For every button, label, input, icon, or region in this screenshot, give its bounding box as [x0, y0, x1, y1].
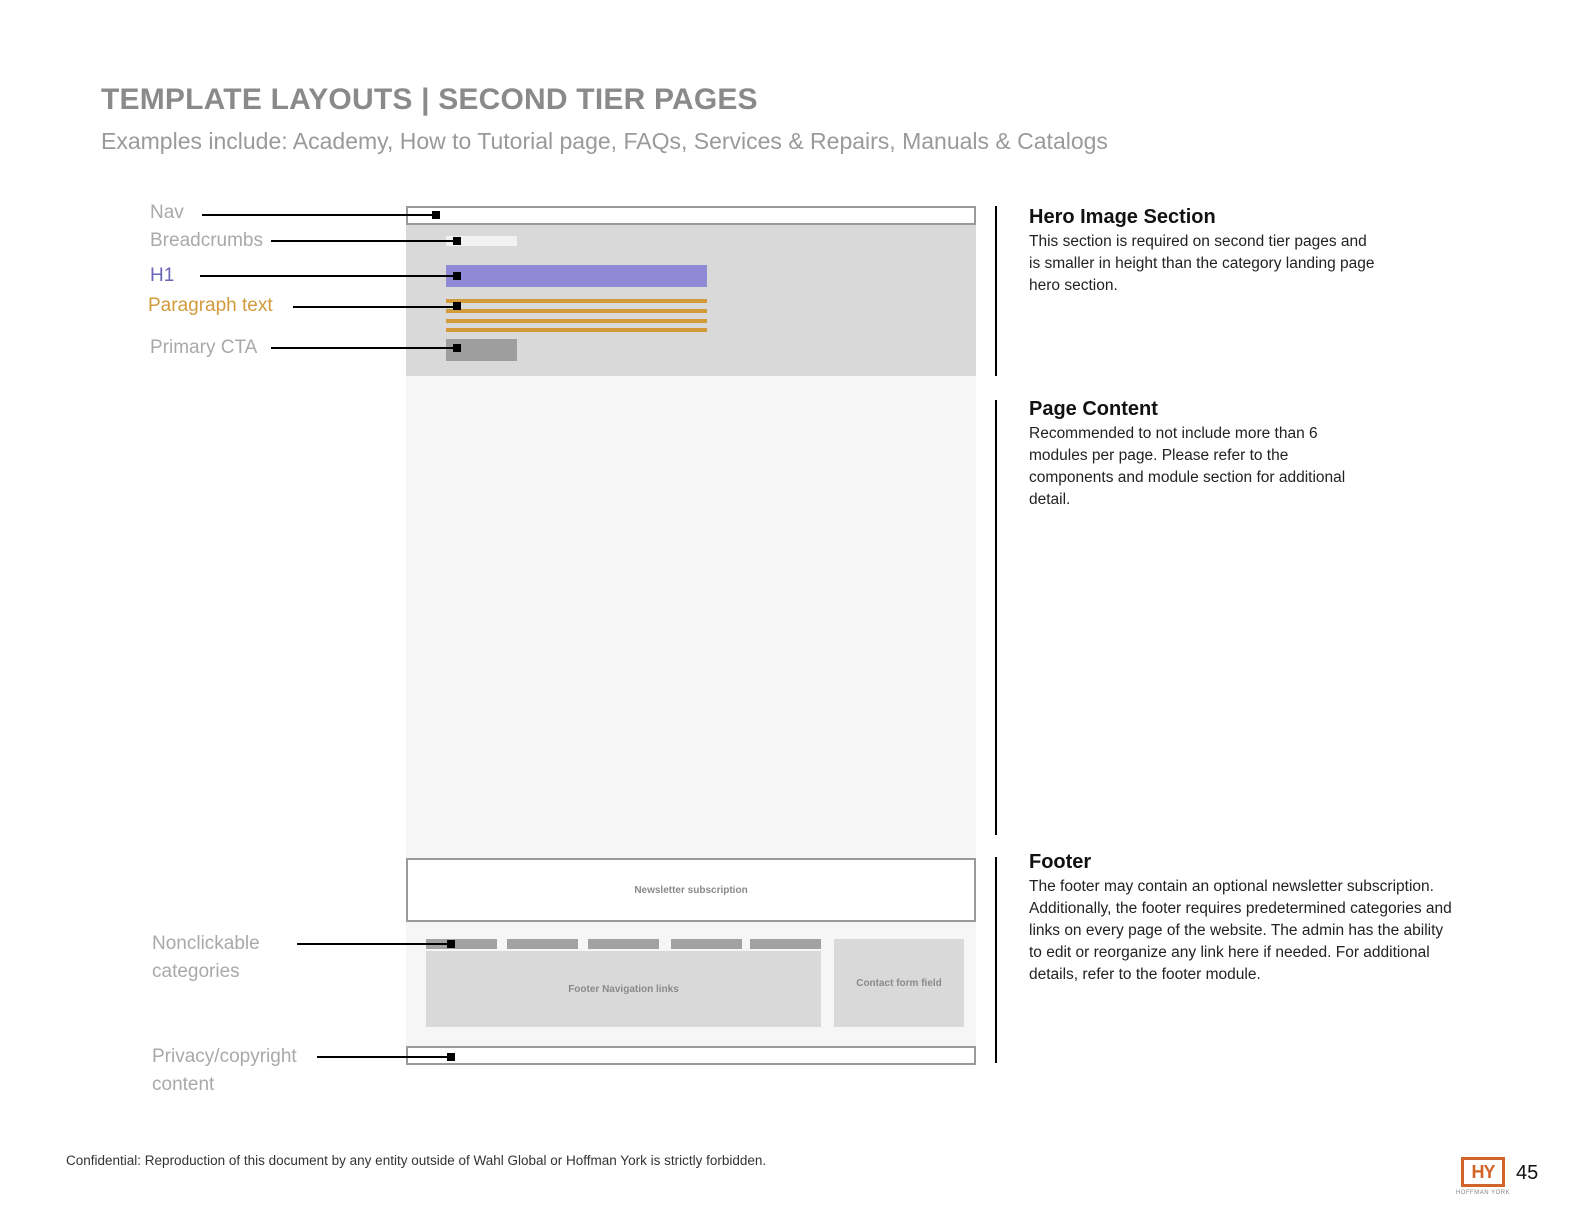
wireframe-h1 — [446, 265, 707, 287]
wireframe-paragraph-line — [446, 328, 707, 332]
footer-category-bar — [588, 939, 659, 949]
callout-primary-cta: Primary CTA — [150, 337, 258, 358]
callout-nav: Nav — [150, 202, 184, 223]
content-heading: Page Content — [1029, 398, 1158, 420]
callout-line — [271, 240, 459, 242]
hero-bracket — [995, 206, 997, 376]
content-body: Recommended to not include more than 6 modules per page. Please refer to the components and module section for additional detail. — [1029, 425, 1346, 508]
wireframe-contact-form — [834, 939, 964, 1027]
page-title: TEMPLATE LAYOUTS | SECOND TIER PAGES — [101, 83, 758, 116]
callout-nonclickable-line2: categories — [152, 961, 240, 982]
footer-section-desc — [1029, 851, 1454, 986]
contact-form-label: Contact form field — [856, 977, 942, 989]
footer-nav-label: Footer Navigation links — [568, 983, 679, 995]
confidential-notice: Confidential: Reproduction of this document by any entity outside of Wahl Global or Hoffman York is strictly forbidden. — [66, 1153, 767, 1168]
callout-privacy-line1: Privacy/copyright — [152, 1046, 297, 1067]
callout-dot — [453, 302, 461, 310]
hoffman-york-logo: HY — [1461, 1157, 1505, 1187]
callout-privacy — [152, 1043, 297, 1099]
callout-line — [271, 347, 459, 349]
callout-paragraph: Paragraph text — [148, 295, 273, 316]
wireframe-nav — [406, 206, 976, 225]
hero-heading: Hero Image Section — [1029, 206, 1216, 228]
callout-dot — [432, 211, 440, 219]
callout-dot — [453, 237, 461, 245]
footer-category-bar — [750, 939, 821, 949]
callout-nonclickable — [152, 930, 260, 986]
callout-dot — [447, 1053, 455, 1061]
footer-category-bar — [671, 939, 742, 949]
footer-bracket — [995, 857, 997, 1063]
content-section-desc — [1029, 398, 1364, 511]
callout-breadcrumbs: Breadcrumbs — [150, 230, 263, 251]
callout-h1: H1 — [150, 265, 175, 286]
callout-line — [293, 306, 459, 308]
callout-privacy-line2: content — [152, 1074, 215, 1095]
content-bracket — [995, 400, 997, 835]
callout-line — [317, 1056, 453, 1058]
logo-subtext: HOFFMAN YORK — [1455, 1190, 1511, 1196]
footer-body: The footer may contain an optional newsletter subscription. Additionally, the footer requires predetermined categories and links on every page of the website. The admin has the ability to edit or reorganize any link here if needed. For additional details, refer to the footer module. — [1029, 878, 1452, 983]
wireframe-footer-nav — [426, 951, 821, 1027]
page-subtitle: Examples include: Academy, How to Tutorial page, FAQs, Services & Repairs, Manuals & Catalogs — [101, 128, 1108, 154]
callout-dot — [453, 272, 461, 280]
hero-section-desc — [1029, 206, 1379, 297]
wireframe-paragraph-line — [446, 319, 707, 323]
hero-body: This section is required on second tier pages and is smaller in height than the category landing page hero section. — [1029, 233, 1375, 294]
wireframe-privacy — [406, 1046, 976, 1065]
page-number: 45 — [1516, 1162, 1539, 1184]
newsletter-label: Newsletter subscription — [634, 884, 748, 896]
callout-dot — [453, 344, 461, 352]
footer-category-bar — [507, 939, 578, 949]
wireframe-paragraph-line — [446, 299, 707, 303]
wireframe-newsletter — [406, 858, 976, 922]
callout-nonclickable-line1: Nonclickable — [152, 933, 260, 954]
callout-line — [202, 214, 438, 216]
callout-dot — [447, 940, 455, 948]
callout-line — [200, 275, 459, 277]
wireframe-paragraph-line — [446, 309, 707, 313]
callout-line — [297, 943, 453, 945]
footer-heading: Footer — [1029, 851, 1092, 873]
